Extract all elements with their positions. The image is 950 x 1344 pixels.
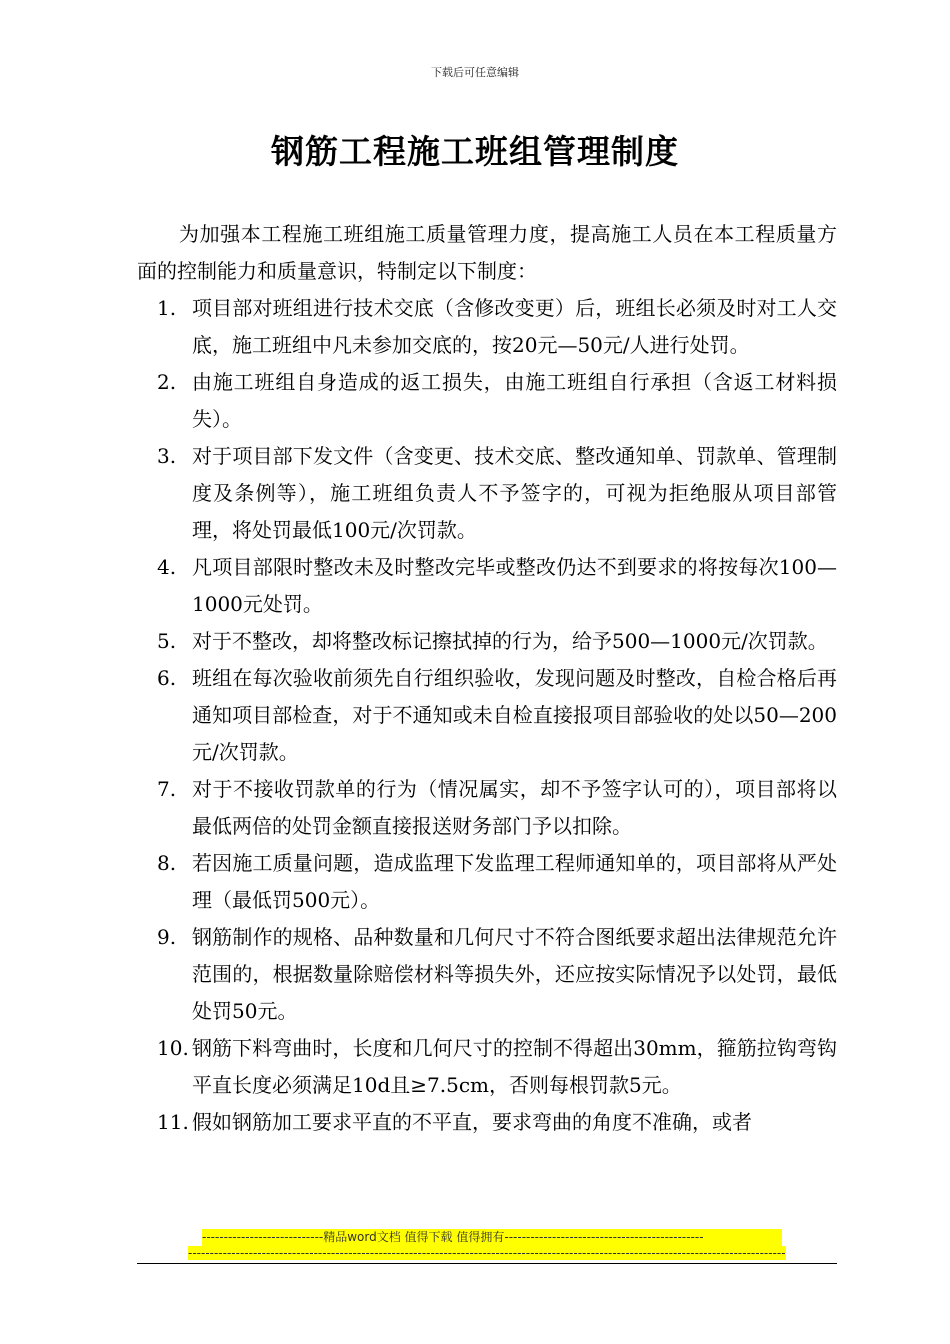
rule-text: 若因施工质量问题，造成监理下发监理工程师通知单的，项目部将从严处理（最低罚500元）。 [192, 851, 837, 912]
rule-text: 班组在每次验收前须先自行组织验收，发现问题及时整改，自检合格后再通知项目部检查，对于不通知或未自检直接报项目部验收的处以50—200元/次罚款。 [192, 666, 837, 764]
document-body [137, 216, 837, 1141]
rule-item [137, 290, 837, 364]
rule-text: 项目部对班组进行技术交底（含修改变更）后，班组长必须及时对工人交底，施工班组中凡未参加交底的，按20元—50元/人进行处罚。 [192, 296, 837, 357]
rule-item [137, 771, 837, 845]
rule-item [137, 1104, 837, 1141]
rule-number: 3. [157, 444, 177, 468]
rule-number: 4. [157, 555, 177, 579]
document-title: 钢筋工程施工班组管理制度 [271, 132, 679, 171]
rule-number: 9. [157, 925, 177, 949]
rule-number: 10. [157, 1036, 189, 1060]
rule-text: 对于不整改，却将整改标记擦拭掉的行为，给予500—1000元/次罚款。 [192, 629, 828, 653]
rule-number: 5. [157, 629, 177, 653]
rule-text: 对于不接收罚款单的行为（情况属实，却不予签字认可的），项目部将以最低两倍的处罚金额直接报送财务部门予以扣除。 [192, 777, 837, 838]
rule-item [137, 845, 837, 919]
rule-item [137, 549, 837, 623]
rule-text: 钢筋下料弯曲时，长度和几何尺寸的控制不得超出30mm，箍筋拉钩弯钩平直长度必须满足10d且≥7.5cm，否则每根罚款5元。 [192, 1036, 837, 1097]
rule-item [137, 364, 837, 438]
rule-number: 1. [157, 296, 177, 320]
rule-text: 对于项目部下发文件（含变更、技术交底、整改通知单、罚款单、管理制度及条例等），施工班组负责人不予签字的，可视为拒绝服从项目部管理，将处罚最低100元/次罚款。 [192, 444, 837, 542]
rule-item [137, 438, 837, 549]
rule-item [137, 1030, 837, 1104]
rule-text: 由施工班组自身造成的返工损失，由施工班组自行承担（含返工材料损失）。 [192, 370, 837, 431]
header-note: 下载后可任意编辑 [431, 66, 519, 79]
footer-line-1: ----------------------------精品word文档 值得下载 值得拥有---------------------------------------------- [202, 1229, 782, 1246]
rule-number: 11. [157, 1110, 189, 1134]
rule-text: 凡项目部限时整改未及时整改完毕或整改仍达不到要求的将按每次100—1000元处罚。 [192, 555, 837, 616]
footer-line-2: ------------------------------------------------------------------------------------------------------------------------------------------ [188, 1246, 786, 1260]
footer-watermark [188, 1229, 786, 1260]
rule-item [137, 919, 837, 1030]
footer-divider [137, 1263, 837, 1264]
intro-paragraph: 为加强本工程施工班组施工质量管理力度，提高施工人员在本工程质量方面的控制能力和质量意识，特制定以下制度： [137, 222, 837, 283]
rules-list [137, 290, 837, 1141]
rule-item [137, 623, 837, 660]
rule-number: 2. [157, 370, 177, 394]
rule-number: 6. [157, 666, 177, 690]
rule-text: 钢筋制作的规格、品种数量和几何尺寸不符合图纸要求超出法律规范允许范围的，根据数量除赔偿材料等损失外，还应按实际情况予以处罚，最低处罚50元。 [192, 925, 837, 1023]
rule-text: 假如钢筋加工要求平直的不平直，要求弯曲的角度不准确，或者 [192, 1110, 752, 1134]
rule-item [137, 660, 837, 771]
rule-number: 7. [157, 777, 177, 801]
rule-number: 8. [157, 851, 177, 875]
